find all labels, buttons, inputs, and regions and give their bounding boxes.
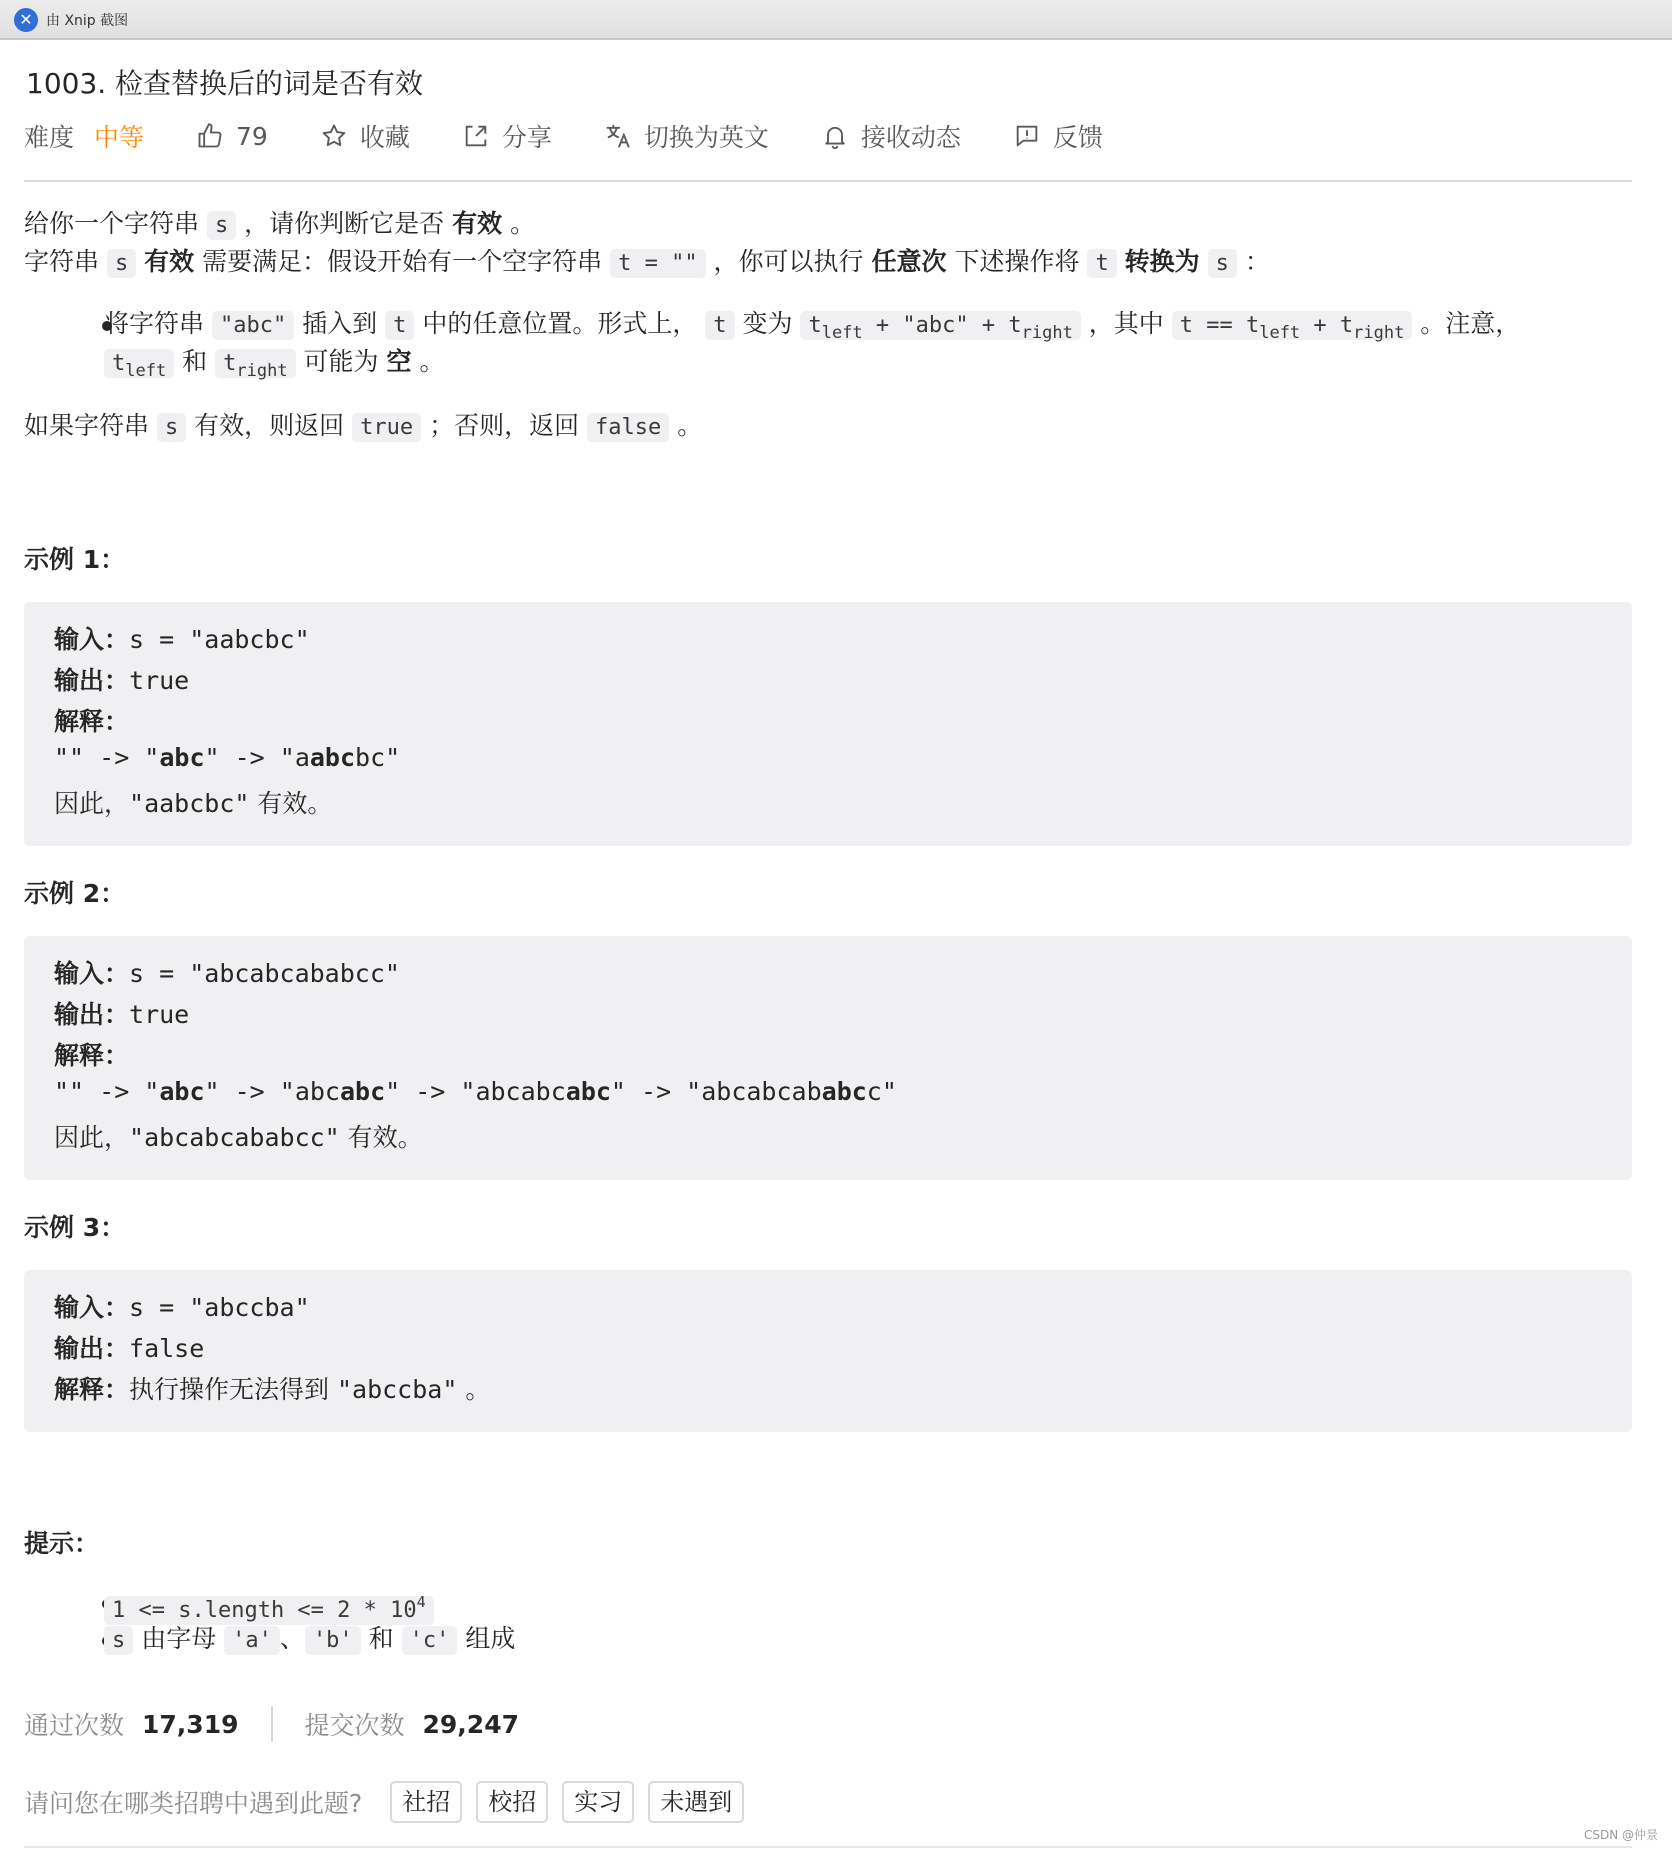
text: 字符串	[24, 247, 100, 276]
bell-icon	[821, 122, 849, 150]
input-label: 输入：	[54, 1293, 130, 1322]
inline-code: s	[104, 1626, 133, 1655]
example-explain-label	[54, 702, 129, 738]
example-input	[54, 620, 310, 656]
example-1-heading: 示例 1：	[24, 545, 126, 574]
share-button[interactable]	[462, 118, 552, 154]
inline-code: t	[1087, 249, 1116, 278]
text: t	[223, 351, 237, 376]
text: 可能为	[303, 347, 379, 376]
footer-divider	[24, 1846, 1632, 1848]
example-output	[54, 661, 189, 697]
example-output	[54, 1329, 204, 1365]
difficulty	[24, 118, 144, 154]
input-label: 输入：	[54, 959, 130, 988]
text: " -> "a	[204, 743, 310, 772]
inline-code: s	[207, 211, 236, 240]
text: ，你可以执行	[713, 247, 864, 276]
favorite-button[interactable]	[320, 118, 410, 154]
inline-code: 'b'	[305, 1626, 361, 1655]
inline-code: t = ""	[610, 249, 705, 278]
survey-option-not-met[interactable]: 未遇到	[648, 1781, 744, 1823]
interview-survey	[24, 1780, 758, 1824]
emphasis: abc	[159, 743, 205, 772]
subscribe-label: 接收动态	[860, 123, 961, 152]
text: 。	[677, 411, 703, 440]
text: 。	[419, 347, 445, 376]
emphasis: abc	[309, 743, 356, 772]
subscript: right	[1353, 323, 1405, 343]
emphasis: abc	[565, 1077, 611, 1106]
formula-code	[104, 349, 174, 381]
text: 下述操作将	[954, 247, 1080, 276]
emphasis: 空	[386, 347, 412, 376]
text: "" -> "	[54, 743, 160, 772]
text: 和	[182, 347, 208, 376]
text: 需要满足：假设开始有一个空字符串	[202, 247, 603, 276]
submissions-label: 提交次数	[304, 1711, 405, 1740]
text: ，请你判断它是否	[244, 209, 445, 238]
output-value: true	[129, 666, 190, 695]
example-explain-label	[54, 1036, 129, 1072]
feedback-label: 反馈	[1052, 123, 1103, 152]
example-3-heading: 示例 3：	[24, 1213, 126, 1242]
constraint-2	[104, 1621, 515, 1659]
switch-language-label: 切换为英文	[643, 123, 769, 152]
text: + t	[1300, 313, 1354, 338]
text: 因此，	[54, 1123, 130, 1152]
like-button[interactable]	[196, 122, 268, 151]
text: 由字母	[141, 1624, 217, 1653]
switch-language-button[interactable]	[604, 118, 769, 154]
survey-option-campus-hire[interactable]: 校招	[476, 1781, 548, 1823]
text: t	[808, 313, 822, 338]
text: 插入到	[302, 309, 378, 338]
inline-code: t	[705, 311, 734, 340]
operation-rule-line-2	[104, 344, 444, 389]
formula-code	[215, 349, 295, 381]
text: ，其中	[1088, 309, 1164, 338]
explain-label: 解释：	[54, 1375, 130, 1404]
example-conclusion	[54, 1118, 423, 1154]
text: c"	[866, 1077, 897, 1106]
problem-meta-bar	[24, 116, 1155, 156]
output-label: 输出：	[54, 666, 130, 695]
input-value: s = "abccba"	[129, 1293, 310, 1322]
text: 有效。	[339, 1123, 423, 1152]
text: "abccba"	[336, 1375, 458, 1404]
window-titlebar	[0, 0, 1672, 40]
emphasis: abc	[821, 1077, 867, 1106]
translate-icon	[604, 122, 632, 150]
text: 和	[368, 1624, 394, 1653]
subscript: left	[125, 361, 167, 381]
text: 、	[279, 1624, 305, 1653]
accepted-label: 通过次数	[24, 1711, 125, 1740]
example-3-block	[24, 1270, 1632, 1432]
example-input	[54, 954, 400, 990]
input-label: 输入：	[54, 625, 130, 654]
emphasis: 有效	[144, 247, 195, 276]
text: " -> "abc	[204, 1077, 340, 1106]
text: ；否则，返回	[429, 411, 580, 440]
output-label: 输出：	[54, 1000, 130, 1029]
text: 如果字符串	[24, 411, 150, 440]
output-label: 输出：	[54, 1334, 130, 1363]
xnip-logo-icon: ✕	[14, 8, 38, 32]
subscript: right	[1021, 323, 1073, 343]
emphasis: 有效	[452, 209, 503, 238]
difficulty-label: 难度	[24, 123, 75, 152]
text: "aabcbc"	[129, 789, 250, 818]
example-explanation	[54, 1370, 490, 1406]
emphasis: 任意次	[871, 247, 947, 276]
output-value: false	[129, 1334, 205, 1363]
text: 1 <= s.length <= 2 * 10	[112, 1598, 417, 1623]
output-value: true	[129, 1000, 190, 1029]
description-paragraph-3	[24, 408, 702, 446]
formula-code	[1172, 311, 1413, 343]
example-2-heading: 示例 2：	[24, 879, 126, 908]
inline-code: true	[352, 413, 421, 442]
input-value: s = "abcabcababcc"	[129, 959, 400, 988]
text: + "abc" + t	[862, 313, 1022, 338]
text: bc"	[355, 743, 401, 772]
inline-code: s	[107, 249, 136, 278]
example-conclusion	[54, 784, 332, 820]
example-2-block	[24, 936, 1632, 1180]
survey-option-social-hire[interactable]: 社招	[390, 1781, 462, 1823]
feedback-icon	[1013, 122, 1041, 150]
inline-code: 'c'	[402, 1626, 458, 1655]
subscript: left	[1259, 323, 1301, 343]
constraints-heading: 提示：	[24, 1529, 100, 1558]
favorite-label: 收藏	[359, 123, 410, 152]
text: t == t	[1179, 313, 1260, 338]
inline-code: s	[1208, 249, 1237, 278]
emphasis: abc	[159, 1077, 205, 1106]
accepted-count: 17,319	[142, 1709, 239, 1739]
text: 给你一个字符串	[24, 209, 200, 238]
subscribe-button[interactable]	[821, 118, 961, 154]
example-steps	[54, 743, 400, 772]
share-label: 分享	[501, 123, 552, 152]
text: 有效，则返回	[194, 411, 345, 440]
text: "" -> "	[54, 1077, 160, 1106]
text: 中的任意位置。形式上，	[422, 309, 698, 338]
example-output	[54, 995, 189, 1031]
formula-code	[800, 311, 1080, 343]
example-steps	[54, 1077, 897, 1106]
feedback-button[interactable]	[1013, 118, 1103, 154]
emphasis: 转换为	[1124, 247, 1200, 276]
inline-code: "abc"	[212, 311, 294, 340]
example-1-block	[24, 602, 1632, 846]
header-divider	[24, 180, 1632, 182]
description-paragraph-1	[24, 206, 535, 244]
example-input	[54, 1288, 310, 1324]
text: 组成	[465, 1624, 516, 1653]
inline-code: false	[587, 413, 669, 442]
star-icon	[320, 122, 348, 150]
window-title: 由 Xnip 截图	[46, 13, 129, 29]
emphasis: abc	[339, 1077, 386, 1106]
description-paragraph-2	[24, 244, 1270, 282]
text: 将字符串	[104, 309, 205, 338]
text: 变为	[742, 309, 793, 338]
page-title: 1003. 检查替换后的词是否有效	[26, 67, 424, 100]
inline-code: t	[385, 311, 414, 340]
explain-label: 解释：	[54, 1041, 130, 1070]
like-count: 79	[236, 121, 268, 151]
text: " -> "abcabcab	[610, 1077, 822, 1106]
input-value: s = "aabcbc"	[129, 625, 310, 654]
text: 。	[457, 1375, 491, 1404]
submissions-count: 29,247	[422, 1709, 519, 1739]
share-icon	[462, 122, 490, 150]
inline-code: s	[157, 413, 186, 442]
stats-divider	[271, 1706, 273, 1742]
explain-label: 解释：	[54, 707, 130, 736]
thumbs-up-icon	[196, 122, 224, 150]
survey-question: 请问您在哪类招聘中遇到此题?	[24, 1789, 363, 1818]
text: 执行操作无法得到	[129, 1375, 337, 1404]
text: "abcabcababcc"	[129, 1123, 340, 1152]
text: 。	[510, 209, 536, 238]
difficulty-value: 中等	[94, 123, 145, 152]
text: ：	[1244, 247, 1270, 276]
superscript: 4	[416, 1593, 426, 1611]
text: " -> "abcabc	[385, 1077, 566, 1106]
text: 有效。	[249, 789, 333, 818]
watermark: CSDN @仲景	[1583, 1828, 1658, 1842]
survey-option-internship[interactable]: 实习	[562, 1781, 634, 1823]
subscript: left	[821, 323, 863, 343]
submission-stats	[24, 1704, 519, 1744]
text: 因此，	[54, 789, 130, 818]
text: t	[112, 351, 126, 376]
inline-code: 'a'	[224, 1626, 280, 1655]
subscript: right	[236, 361, 288, 381]
text: 。注意，	[1420, 309, 1521, 338]
